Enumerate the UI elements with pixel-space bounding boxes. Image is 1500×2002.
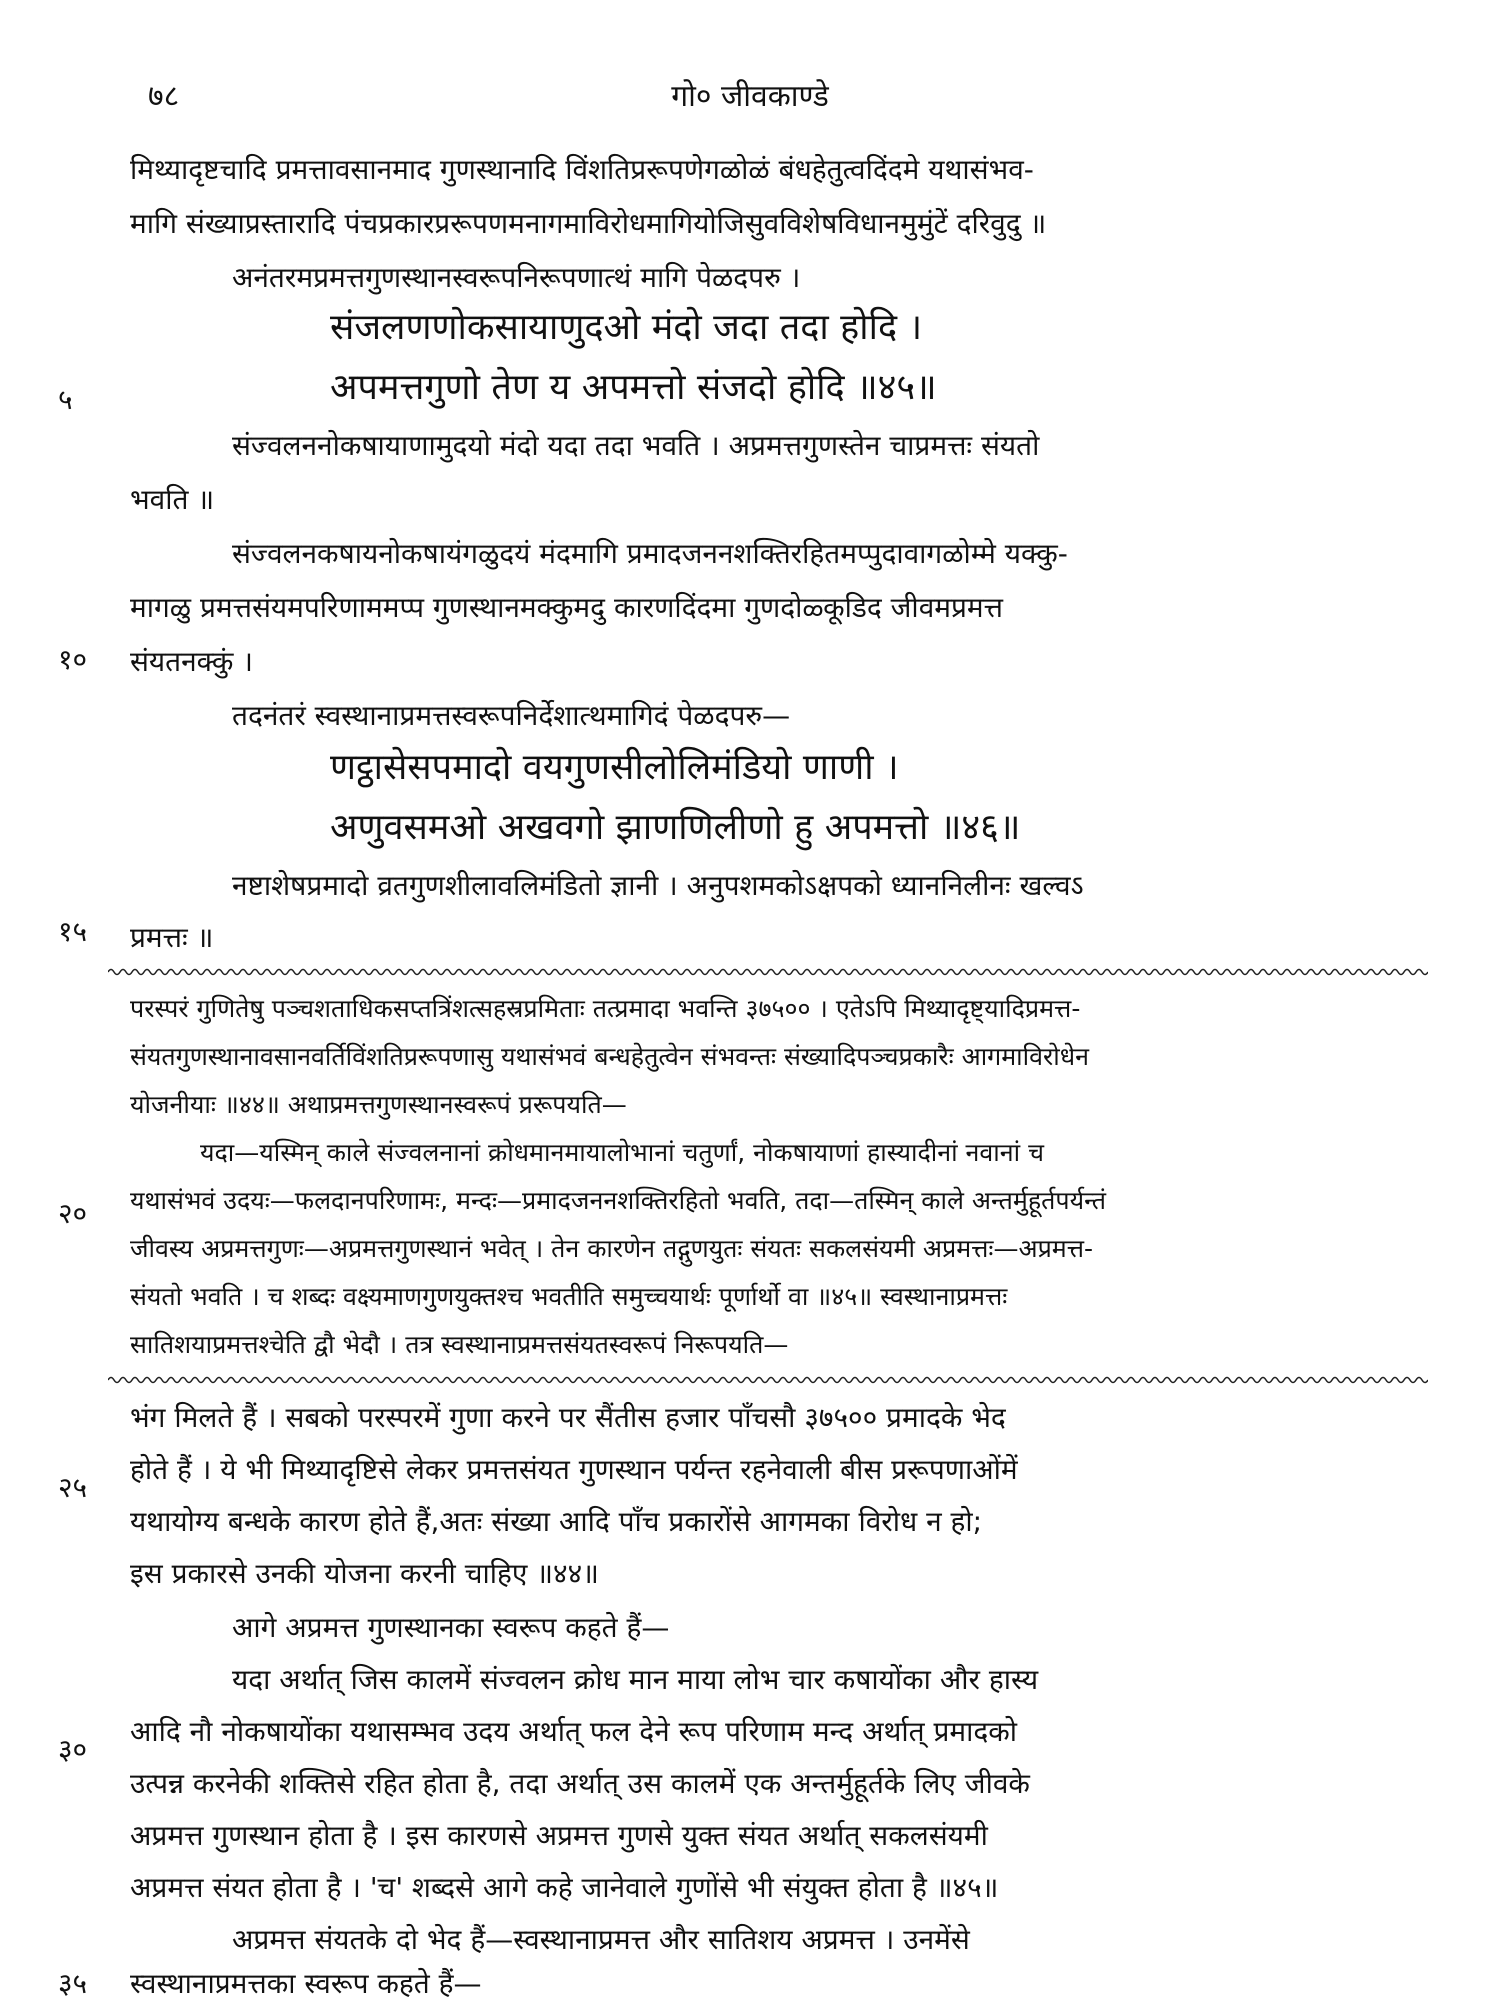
hindi-translation-line: इस प्रकारसे उनकी योजना करनी चाहिए ॥४४॥ xyxy=(130,1557,599,1590)
wavy-divider xyxy=(108,966,1428,978)
gatha-line: अपमत्तगुणो तेण य अपमत्तो संजदो होदि ॥४५॥ xyxy=(330,367,937,408)
hindi-translation-line: आगे अप्रमत्त गुणस्थानका स्वरूप कहते हैं— xyxy=(232,1611,670,1644)
hindi-translation-line: भंग मिलते हैं । सबको परस्परमें गुणा करने पर सैंतीस हजार पाँचसौ ३७५०० प्रमादके भेद xyxy=(130,1401,1006,1434)
hindi-translation-line: यथायोग्य बन्धके कारण होते हैं,अतः संख्या आदि पाँच प्रकारोंसे आगमका विरोध न हो; xyxy=(130,1505,983,1538)
chaya-line: प्रमत्तः ॥ xyxy=(130,921,214,954)
chaya-line: संज्वलननोकषायाणामुदयो मंदो यदा तदा भवति । अप्रमत्तगुणस्तेन चाप्रमत्तः संयतो xyxy=(232,429,1040,462)
margin-line-number: ५ xyxy=(58,383,73,416)
margin-line-number: ३० xyxy=(58,1733,88,1766)
gatha-line: अणुवसमओ अखवगो झाणणिलीणो हु अपमत्तो ॥४६॥ xyxy=(330,807,1021,848)
kannada-line: मागळु प्रमत्तसंयमपरिणाममप्प गुणस्थानमक्कुमदु कारणदिंदमा गुणदोळ्कूडिद जीवमप्रमत्त xyxy=(130,591,1004,624)
hindi-translation-line: अप्रमत्त संयत होता है । 'च' शब्दसे आगे कहे जानेवाले गुणोंसे भी संयुक्त होता है ॥४५॥ xyxy=(130,1871,999,1904)
margin-line-number: १० xyxy=(58,643,88,676)
chaya-line: नष्टाशेषप्रमादो व्रतगुणशीलावलिमंडितो ज्ञानी । अनुपशमकोऽक्षपको ध्याननिलीनः खल्वऽ xyxy=(232,869,1084,902)
sanskrit-commentary-line: योजनीयाः ॥४४॥ अथाप्रमत्तगुणस्थानस्वरूपं प्ररूपयति— xyxy=(130,1090,627,1119)
hindi-translation-line: उत्पन्न करनेकी शक्तिसे रहित होता है, तदा अर्थात् उस कालमें एक अन्तर्मुहूर्तके लिए जीवके xyxy=(130,1767,1030,1800)
sanskrit-commentary-line: संयतो भवति । च शब्दः वक्ष्यमाणगुणयुक्तश्च भवतीति समुच्चयार्थः पूर्णार्थो वा ॥४५॥ स्वस्थानाप्रमत्तः xyxy=(130,1282,1008,1311)
hindi-translation-line: अप्रमत्त गुणस्थान होता है । इस कारणसे अप्रमत्त गुणसे युक्त संयत अर्थात् सकलसंयमी xyxy=(130,1819,988,1852)
gatha-line: संजलणणोकसायाणुदओ मंदो जदा तदा होदि । xyxy=(330,307,923,348)
running-title: गो० जीवकाण्डे xyxy=(671,79,829,114)
sanskrit-commentary-line: जीवस्य अप्रमत्तगुणः—अप्रमत्तगुणस्थानं भवेत् । तेन कारणेन तद्गुणयुतः संयतः सकलसंयमी अप्रमत्तः—अप्रमत्त- xyxy=(130,1234,1094,1263)
sanskrit-commentary-line: सातिशयाप्रमत्तश्चेति द्वौ भेदौ । तत्र स्वस्थानाप्रमत्तसंयतस्वरूपं निरूपयति— xyxy=(130,1330,789,1359)
page-number: ७८ xyxy=(148,79,180,114)
kannada-line: संयतनक्कुं । xyxy=(130,645,253,678)
margin-line-number: १५ xyxy=(58,915,88,948)
sanskrit-commentary-line: यथासंभवं उदयः—फलदानपरिणामः, मन्दः—प्रमादजननशक्तिरहितो भवति, तदा—तस्मिन् काले अन्तर्मुहूर्तपर्यन्तं xyxy=(130,1186,1107,1215)
kannada-line: मिथ्यादृष्टचादि प्रमत्तावसानमाद गुणस्थानादि विंशतिप्ररूपणेगळोळं बंधहेतुत्वदिंदमे यथासंभव- xyxy=(130,153,1034,186)
hindi-translation-line: होते हैं । ये भी मिथ्यादृष्टिसे लेकर प्रमत्तसंयत गुणस्थान पर्यन्त रहनेवाली बीस प्ररूपणाओंमें xyxy=(130,1453,1018,1486)
sanskrit-commentary-line: यदा—यस्मिन् काले संज्वलनानां क्रोधमानमायालोभानां चतुर्णां, नोकषायाणां हास्यादीनां नवानां च xyxy=(200,1138,1044,1167)
hindi-translation-line: यदा अर्थात् जिस कालमें संज्वलन क्रोध मान माया लोभ चार कषायोंका और हास्य xyxy=(232,1663,1039,1696)
margin-line-number: २० xyxy=(58,1197,88,1230)
gatha-line: णट्ठासेसपमादो वयगुणसीलोलिमंडियो णाणी । xyxy=(330,747,899,788)
kannada-line: मागि संख्याप्रस्तारादि पंचप्रकारप्ररूपणमनागमाविरोधमागियोजिसुवविशेषविधानमुमुंटें दरिवुदु ॥ xyxy=(130,207,1047,240)
kannada-line: तदनंतरं स्वस्थानाप्रमत्तस्वरूपनिर्देशात्थमागिदं पेळदपरु— xyxy=(232,699,791,732)
margin-line-number: २५ xyxy=(58,1471,88,1504)
kannada-line: अनंतरमप्रमत्तगुणस्थानस्वरूपनिरूपणात्थं मागि पेळदपरु । xyxy=(232,261,801,294)
hindi-translation-line: अप्रमत्त संयतके दो भेद हैं—स्वस्थानाप्रमत्त और सातिशय अप्रमत्त । उनमेंसे xyxy=(232,1923,970,1956)
chaya-line: भवति ॥ xyxy=(130,483,215,516)
sanskrit-commentary-line: परस्परं गुणितेषु पञ्चशताधिकसप्तत्रिंशत्सहस्रप्रमिताः तत्प्रमादा भवन्ति ३७५०० । एतेऽपि मिथ्यादृष्ट्यादिप्रमत्त- xyxy=(130,994,1081,1023)
hindi-translation-line: स्वस्थानाप्रमत्तका स्वरूप कहते हैं— xyxy=(130,1967,482,2000)
wavy-divider xyxy=(108,1374,1428,1386)
margin-line-number: ३५ xyxy=(58,1967,88,2000)
sanskrit-commentary-line: संयतगुणस्थानावसानवर्तिविंशतिप्ररूपणासु यथासंभवं बन्धहेतुत्वेन संभवन्तः संख्यादिपञ्चप्रकारैः आगमाविरोधेन xyxy=(130,1042,1089,1071)
hindi-translation-line: आदि नौ नोकषायोंका यथासम्भव उदय अर्थात् फल देने रूप परिणाम मन्द अर्थात् प्रमादको xyxy=(130,1715,1018,1748)
kannada-line: संज्वलनकषायनोकषायंगळुदयं मंदमागि प्रमादजननशक्तिरहितमप्पुदावागळोम्मे यक्कु- xyxy=(232,537,1068,570)
